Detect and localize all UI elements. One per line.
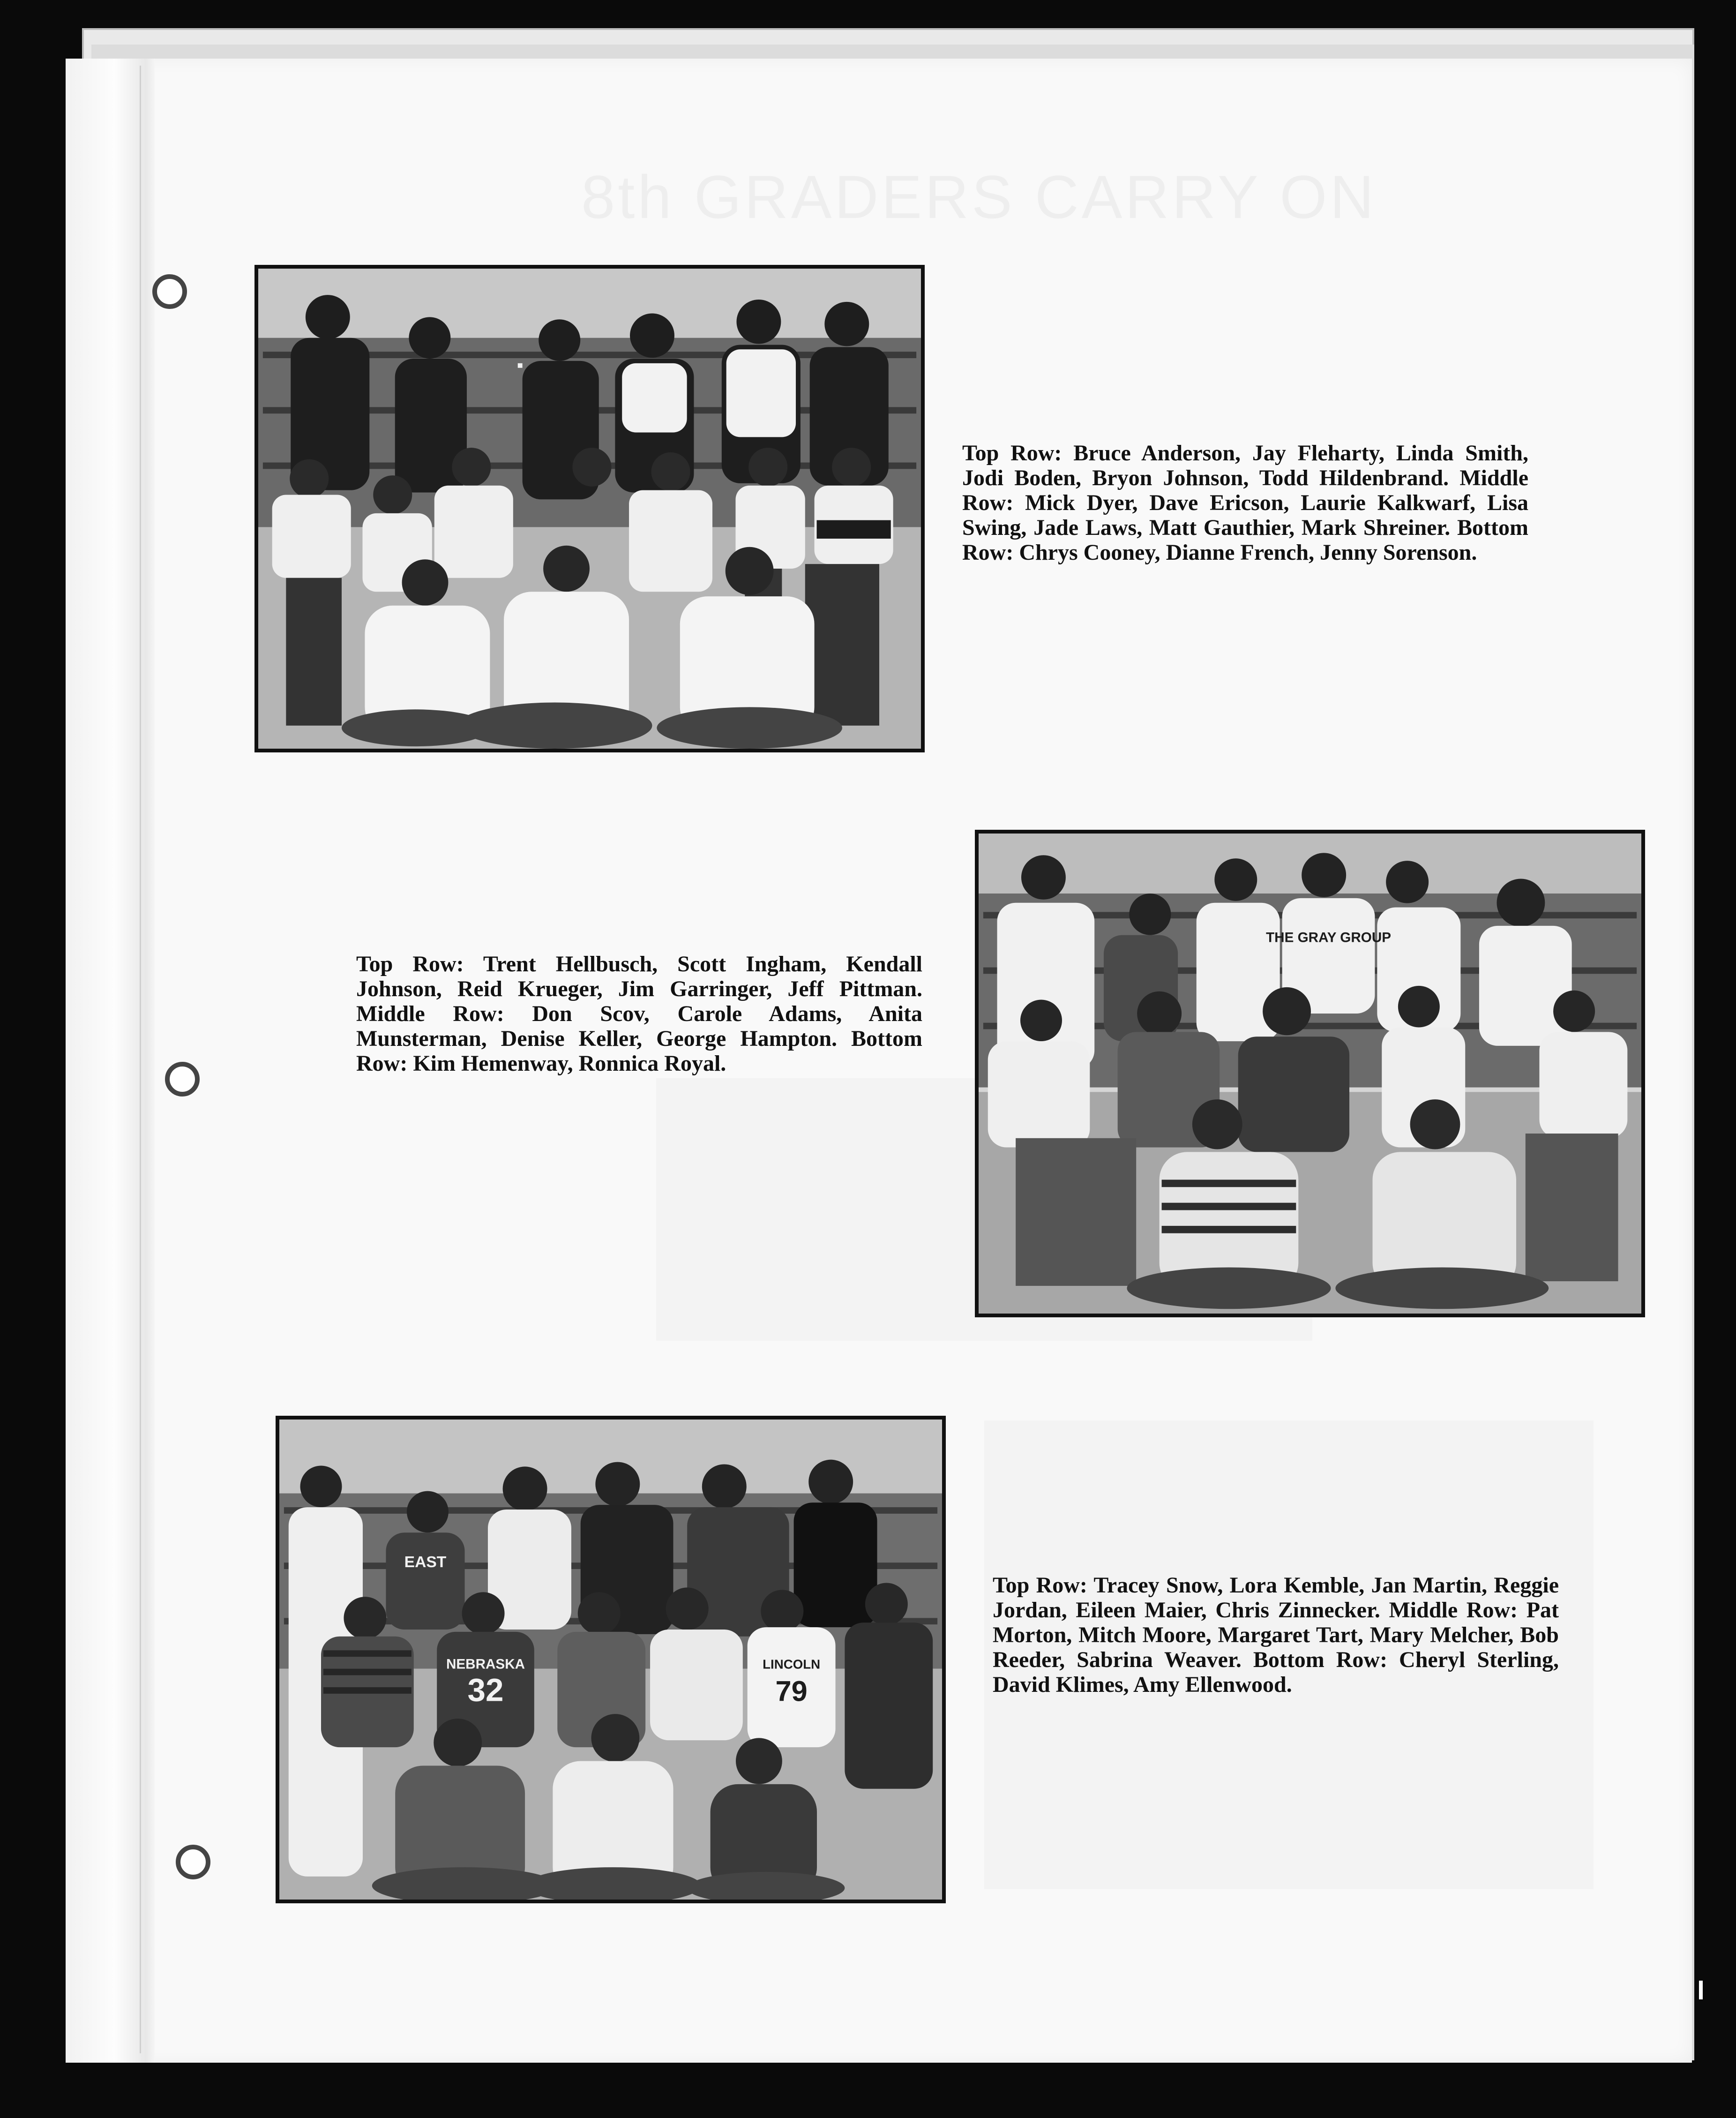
- class-photo-2: [975, 830, 1645, 1317]
- class-photo-1: [254, 265, 925, 752]
- edge-mark: [1699, 1981, 1703, 1999]
- faded-page-title: 8th GRADERS CARRY ON: [581, 163, 1377, 231]
- class-photo-3: [276, 1416, 946, 1903]
- binder-hole-middle: [165, 1062, 200, 1097]
- binding-strip: [66, 59, 155, 2063]
- caption-2: Top Row: Trent Hellbusch, Scott Ingham, Kendall Johnson, Reid Krueger, Jim Garringer, Jeff Pittman. Middle Row: Don Scov, Carole Adams, Anita Munsterman, Denise Keller, George Hampton. Bottom Row: Kim Hemenway, Ronnica Royal.: [356, 952, 922, 1076]
- shirt-text-nebraska: NEBRASKA: [446, 1656, 525, 1672]
- binder-hole-top: [152, 274, 187, 309]
- shirt-text-gray-group: THE GRAY GROUP: [1266, 930, 1392, 946]
- shirt-text-32: 32: [467, 1671, 504, 1708]
- class-photo-3-image: [279, 1420, 942, 1900]
- class-photo-2-image: [979, 834, 1641, 1314]
- binder-hole-bottom: [176, 1845, 210, 1879]
- binding-crease: [140, 66, 141, 2053]
- caption-3: Top Row: Tracey Snow, Lora Kemble, Jan Martin, Reggie Jordan, Eileen Maier, Chris Zinnecker. Middle Row: Pat Morton, Mitch Moore, Margaret Tart, Mary Melcher, Bob Reeder, Sabrina Weaver. Bottom Row: Cheryl Sterling, David Klimes, Amy Ellenwood.: [993, 1573, 1559, 1697]
- shirt-text-east: EAST: [404, 1554, 447, 1571]
- caption-1: Top Row: Bruce Anderson, Jay Fleharty, Linda Smith, Jodi Boden, Bryon Johnson, Todd Hildenbrand. Middle Row: Mick Dyer, Dave Ericson, Laurie Kalkwarf, Lisa Swing, Jade Laws, Matt Gauthier, Mark Shreiner. Bottom Row: Chrys Cooney, Dianne French, Jenny Sorenson.: [962, 441, 1528, 565]
- shirt-text-79: 79: [775, 1675, 808, 1707]
- class-photo-1-image: [258, 269, 921, 749]
- shirt-text-lincoln: LINCOLN: [763, 1657, 821, 1672]
